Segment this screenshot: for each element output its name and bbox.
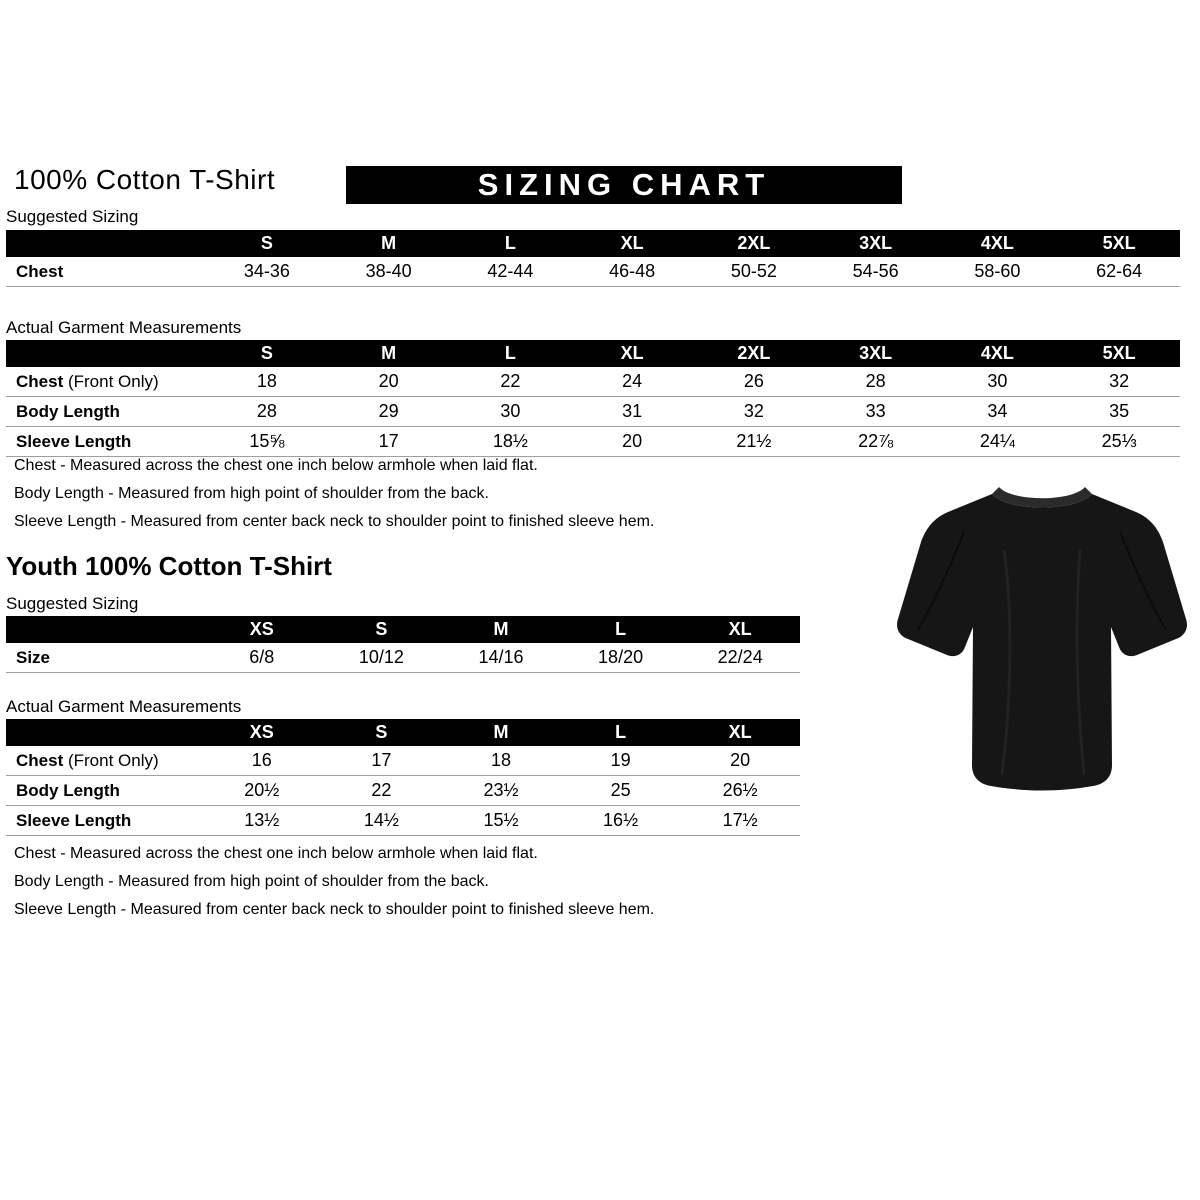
table-header-label-cell: [6, 230, 206, 257]
measurement-value-cell: 25: [561, 776, 681, 806]
size-column-header: M: [441, 616, 561, 643]
measurement-value-cell: 6/8: [202, 643, 322, 673]
size-column-header: L: [561, 616, 681, 643]
size-column-header: L: [450, 340, 572, 367]
measurement-value-cell: 18½: [450, 427, 572, 457]
youth-measurement-notes: [14, 840, 654, 924]
measurement-value-cell: 26: [693, 367, 815, 397]
note-line-sleeve-length: Sleeve Length - Measured from center back neck to shoulder point to finished sleeve hem.: [14, 901, 655, 918]
measurement-value-cell: 16: [202, 746, 322, 776]
table-row: [6, 367, 1180, 397]
row-label-cell: Chest (Front Only): [6, 746, 202, 776]
adult-measurement-notes: [14, 452, 654, 536]
size-column-header: L: [561, 719, 681, 746]
measurement-value-cell: 14/16: [441, 643, 561, 673]
measurement-value-cell: 30: [937, 367, 1059, 397]
measurement-value-cell: 28: [206, 397, 328, 427]
row-label-cell: Size: [6, 643, 202, 673]
adult-suggested-sizing-label: Suggested Sizing: [6, 207, 139, 226]
measurement-value-cell: 33: [815, 397, 937, 427]
note-line-chest: Chest - Measured across the chest one inch below armhole when laid flat.: [14, 845, 538, 862]
measurement-value-cell: 50-52: [693, 257, 815, 287]
adult-actual-measurements-table: [6, 340, 1180, 457]
size-column-header: M: [328, 340, 450, 367]
size-column-header: XS: [202, 719, 322, 746]
size-column-header: XS: [202, 616, 322, 643]
measurement-value-cell: 24¼: [937, 427, 1059, 457]
table-row: [6, 397, 1180, 427]
measurement-value-cell: 24: [571, 367, 693, 397]
size-column-header: 4XL: [937, 340, 1059, 367]
table-row: [6, 643, 800, 673]
size-column-header: 4XL: [937, 230, 1059, 257]
row-label-cell: Sleeve Length: [6, 806, 202, 836]
measurement-value-cell: 34: [937, 397, 1059, 427]
measurement-value-cell: 25⅓: [1058, 427, 1180, 457]
measurement-value-cell: 28: [815, 367, 937, 397]
size-column-header: M: [441, 719, 561, 746]
size-column-header: XL: [680, 719, 800, 746]
measurement-value-cell: 35: [1058, 397, 1180, 427]
measurement-value-cell: 18: [441, 746, 561, 776]
youth-actual-measurements-table: [6, 719, 800, 836]
size-column-header: XL: [571, 340, 693, 367]
measurement-value-cell: 15⅝: [206, 427, 328, 457]
measurement-value-cell: 38-40: [328, 257, 450, 287]
size-column-header: S: [206, 340, 328, 367]
measurement-value-cell: 20: [571, 427, 693, 457]
sizing-chart-banner: SIZING CHART: [346, 166, 902, 204]
table-row: [6, 746, 800, 776]
table-header-label-cell: [6, 719, 202, 746]
row-label-cell: Chest (Front Only): [6, 367, 206, 397]
measurement-value-cell: 10/12: [322, 643, 442, 673]
measurement-value-cell: 22: [322, 776, 442, 806]
measurement-value-cell: 54-56: [815, 257, 937, 287]
size-column-header: S: [322, 719, 442, 746]
measurement-value-cell: 31: [571, 397, 693, 427]
size-column-header: 3XL: [815, 340, 937, 367]
measurement-value-cell: 13½: [202, 806, 322, 836]
measurement-value-cell: 21½: [693, 427, 815, 457]
measurement-value-cell: 16½: [561, 806, 681, 836]
measurement-value-cell: 46-48: [571, 257, 693, 287]
size-column-header: 2XL: [693, 340, 815, 367]
table-row: [6, 776, 800, 806]
measurement-value-cell: 22/24: [680, 643, 800, 673]
youth-suggested-sizing-label: Suggested Sizing: [6, 594, 139, 613]
measurement-value-cell: 26½: [680, 776, 800, 806]
note-line-body-length: Body Length - Measured from high point of shoulder from the back.: [14, 873, 489, 890]
size-column-header: XL: [571, 230, 693, 257]
youth-section-title: Youth 100% Cotton T-Shirt: [6, 551, 332, 581]
measurement-value-cell: 14½: [322, 806, 442, 836]
table-header-label-cell: [6, 340, 206, 367]
table-header-label-cell: [6, 616, 202, 643]
measurement-value-cell: 20: [328, 367, 450, 397]
size-column-header: XL: [680, 616, 800, 643]
measurement-value-cell: 42-44: [450, 257, 572, 287]
note-line-body-length: Body Length - Measured from high point of shoulder from the back.: [14, 485, 489, 502]
size-column-header: 3XL: [815, 230, 937, 257]
table-header-row: [6, 340, 1180, 367]
size-column-header: S: [206, 230, 328, 257]
measurement-value-cell: 58-60: [937, 257, 1059, 287]
size-column-header: 5XL: [1058, 230, 1180, 257]
row-label-cell: Chest: [6, 257, 206, 287]
adult-actual-measurements-label: Actual Garment Measurements: [6, 318, 242, 337]
note-line-sleeve-length: Sleeve Length - Measured from center back neck to shoulder point to finished sleeve hem.: [14, 513, 655, 530]
measurement-value-cell: 17: [328, 427, 450, 457]
measurement-value-cell: 32: [1058, 367, 1180, 397]
size-column-header: 5XL: [1058, 340, 1180, 367]
youth-actual-measurements-label: Actual Garment Measurements: [6, 697, 242, 716]
measurement-value-cell: 20: [680, 746, 800, 776]
measurement-value-cell: 32: [693, 397, 815, 427]
measurement-value-cell: 30: [450, 397, 572, 427]
row-label-cell: Sleeve Length: [6, 427, 206, 457]
size-column-header: M: [328, 230, 450, 257]
measurement-value-cell: 20½: [202, 776, 322, 806]
measurement-value-cell: 18/20: [561, 643, 681, 673]
measurement-value-cell: 17: [322, 746, 442, 776]
measurement-value-cell: 23½: [441, 776, 561, 806]
measurement-value-cell: 22⅞: [815, 427, 937, 457]
youth-suggested-sizing-table: [6, 616, 800, 673]
measurement-value-cell: 19: [561, 746, 681, 776]
note-line-chest: Chest - Measured across the chest one inch below armhole when laid flat.: [14, 457, 538, 474]
measurement-value-cell: 18: [206, 367, 328, 397]
size-column-header: 2XL: [693, 230, 815, 257]
size-column-header: S: [322, 616, 442, 643]
row-label-cell: Body Length: [6, 776, 202, 806]
measurement-value-cell: 34-36: [206, 257, 328, 287]
adult-suggested-sizing-table: [6, 230, 1180, 287]
measurement-value-cell: 15½: [441, 806, 561, 836]
measurement-value-cell: 62-64: [1058, 257, 1180, 287]
table-row: [6, 806, 800, 836]
table-header-row: [6, 719, 800, 746]
measurement-value-cell: 17½: [680, 806, 800, 836]
table-header-row: [6, 616, 800, 643]
measurement-value-cell: 22: [450, 367, 572, 397]
table-row: [6, 257, 1180, 287]
size-column-header: L: [450, 230, 572, 257]
row-label-cell: Body Length: [6, 397, 206, 427]
tshirt-body: [897, 494, 1187, 791]
black-tshirt-image: [892, 466, 1192, 818]
measurement-value-cell: 29: [328, 397, 450, 427]
page-title: 100% Cotton T-Shirt: [14, 164, 276, 195]
table-header-row: [6, 230, 1180, 257]
